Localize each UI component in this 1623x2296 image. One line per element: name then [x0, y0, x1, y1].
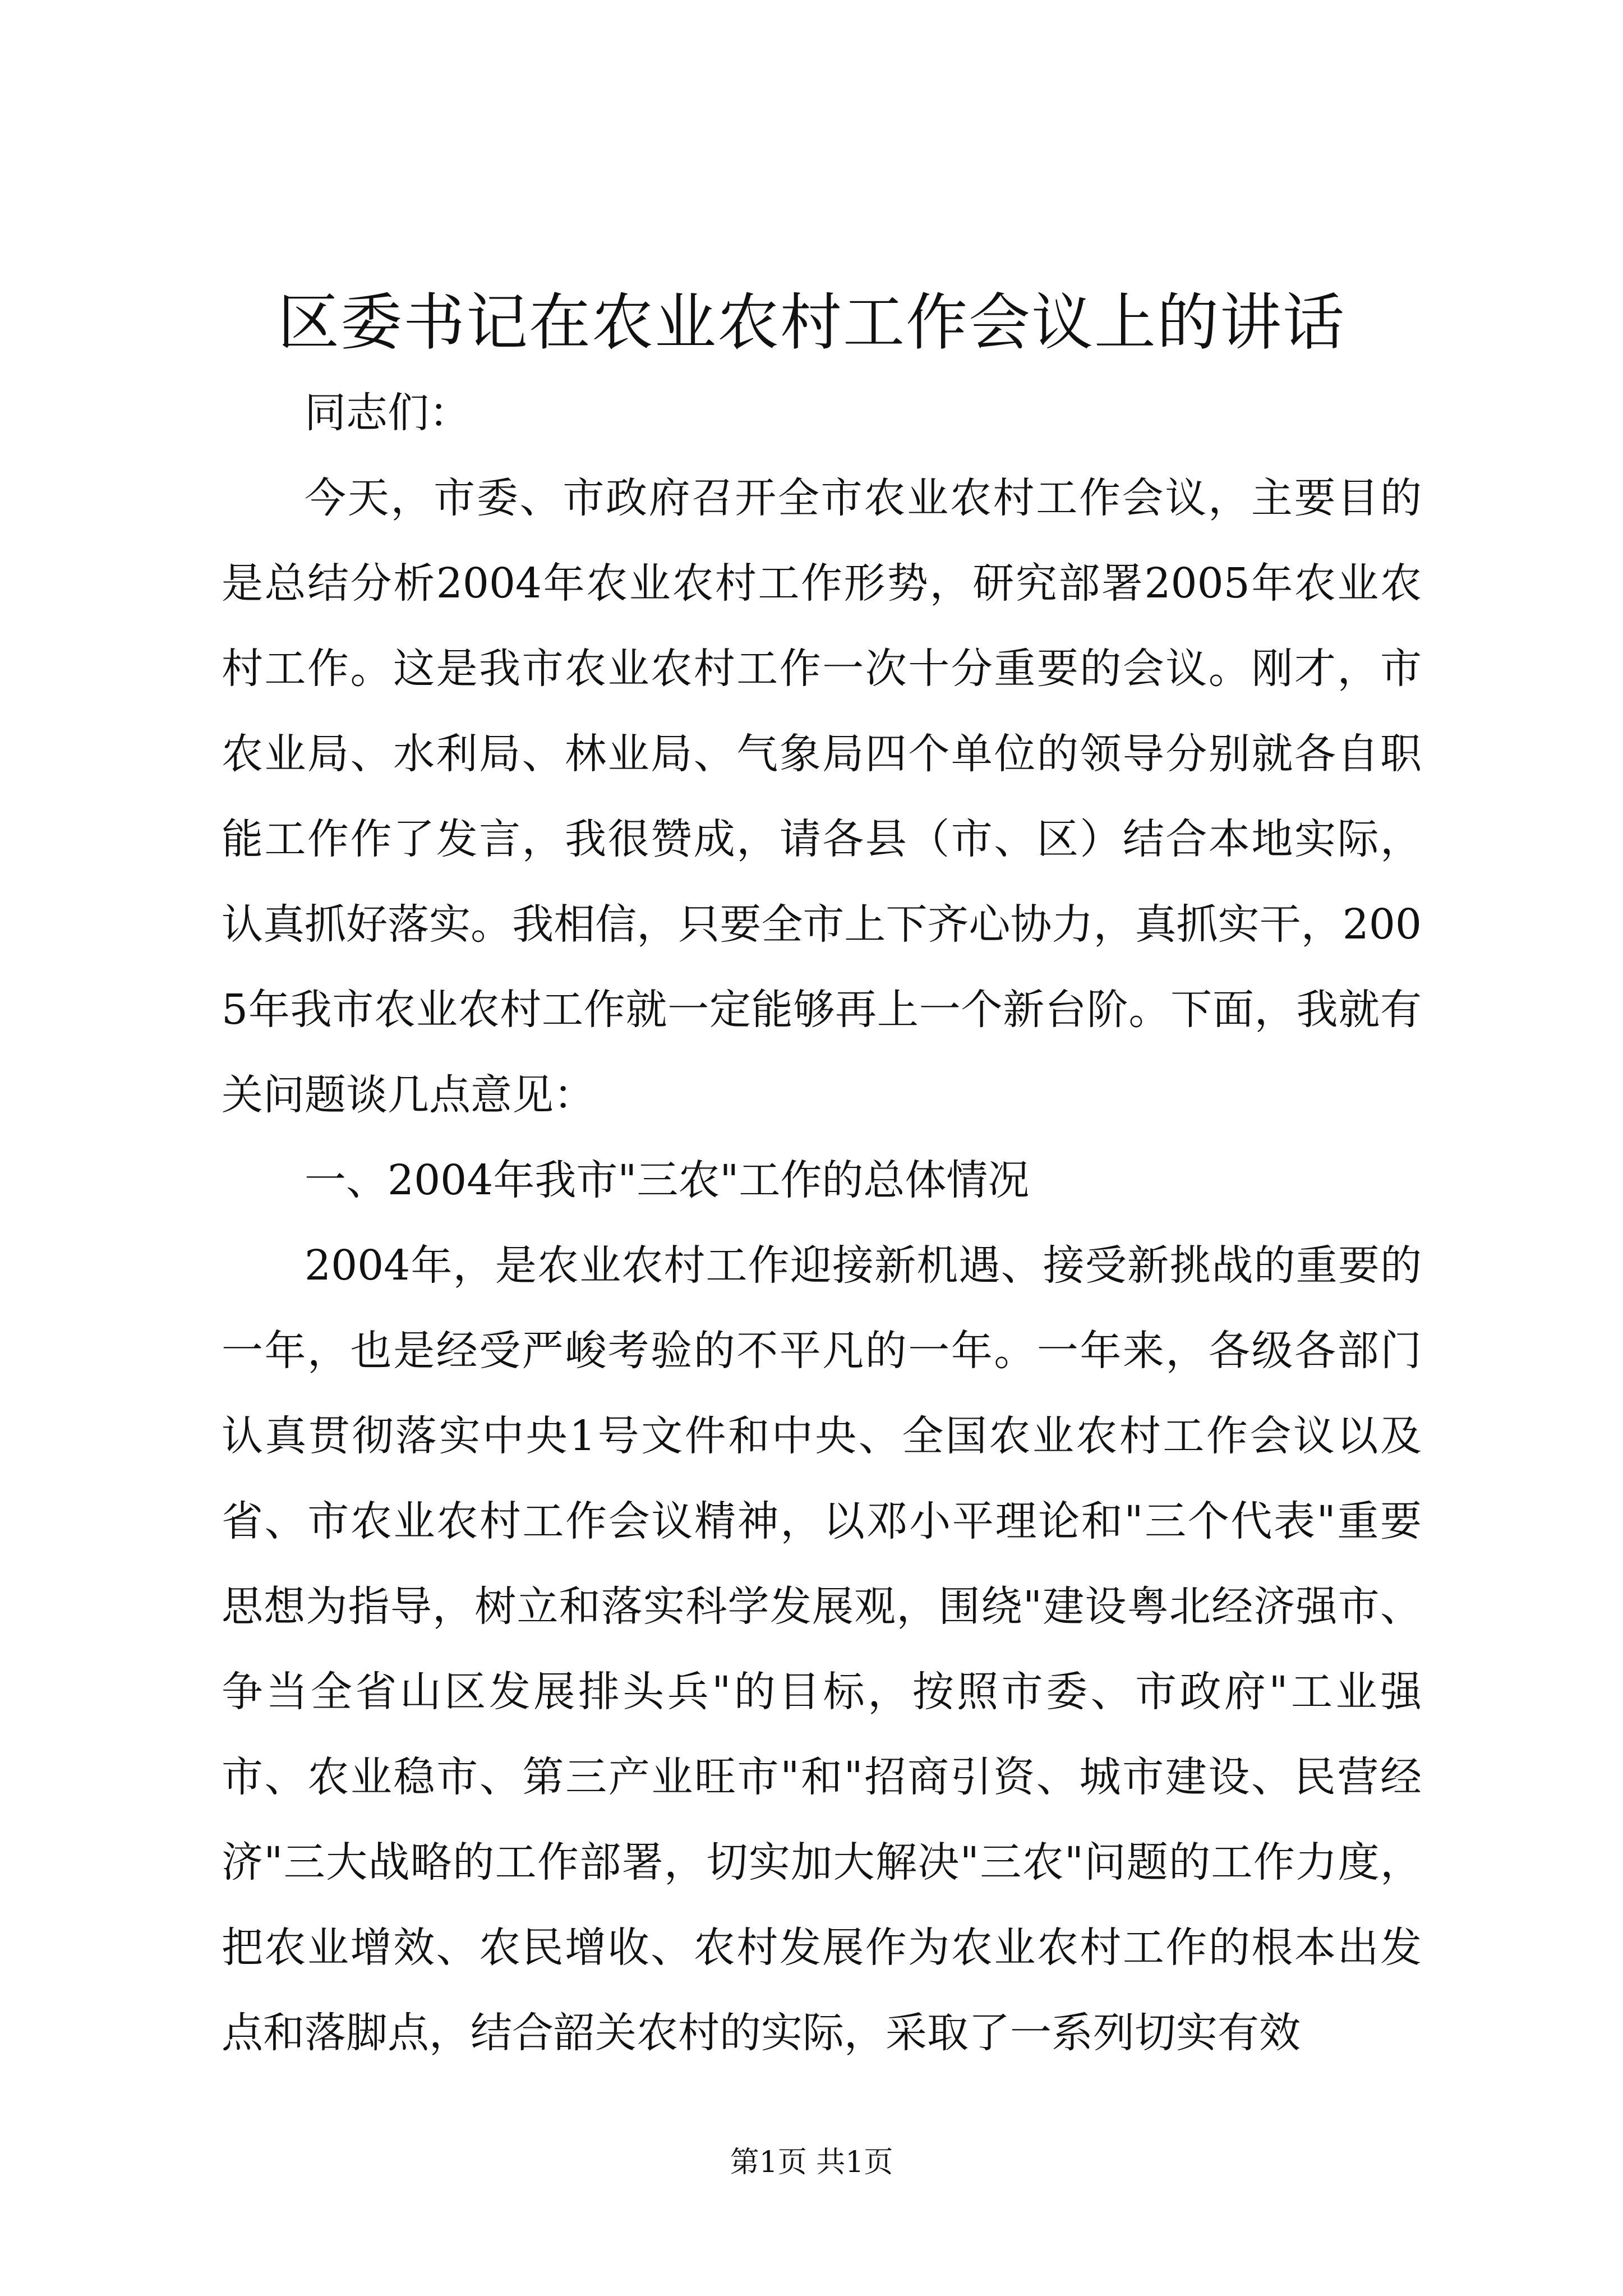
section-heading: 一、2004年我市"三农"工作的总体情况 [305, 1156, 1030, 1204]
salutation-paragraph: 同志们： [305, 389, 471, 437]
page-total: 共1页 [816, 2146, 893, 2179]
page-footer [0, 2143, 1623, 2182]
document-body [222, 370, 1422, 2076]
section-paragraph: 2004年，是农业农村工作迎接新机遇、接受新挑战的重要的一年，也是经受严峻考验的不平凡的一年。一年来，各级各部门认真贯彻落实中央1号文件和中央、全国农业农村工作会议以及省、市农业农村工作会议精神，以邓小平理论和"三个代表"重要思想为指导，树立和落实科学发展观，围绕"建设粤北经济强市、争当全省山区发展排头兵"的目标，按照市委、市政府"工业强市、农业稳市、第三产业旺市"和"招商引资、城市建设、民营经济"三大战略的工作部署，切实加大解决"三农"问题的工作力度，把农业增效、农民增收、农村发展作为农业农村工作的根本出发点和落脚点，结合韶关农村的实际，采取了一系列切实有效 [222, 1241, 1422, 2057]
page-number: 第1页 [730, 2146, 807, 2179]
intro-paragraph: 今天，市委、市政府召开全市农业农村工作会议，主要目的是总结分析2004年农业农村工作形势，研究部署2005年农业农村工作。这是我市农业农村工作一次十分重要的会议。刚才，市农业局、水利局、林业局、气象局四个单位的领导分别就各自职能工作作了发言，我很赞成，请各县（市、区）结合本地实际，认真抓好落实。我相信，只要全市上下齐心协力，真抓实干，2005年我市农业农村工作就一定能够再上一个新台阶。下面，我就有关问题谈几点意见： [222, 474, 1422, 1119]
document-title: 区委书记在农业农村工作会议上的讲话 [278, 287, 1345, 358]
